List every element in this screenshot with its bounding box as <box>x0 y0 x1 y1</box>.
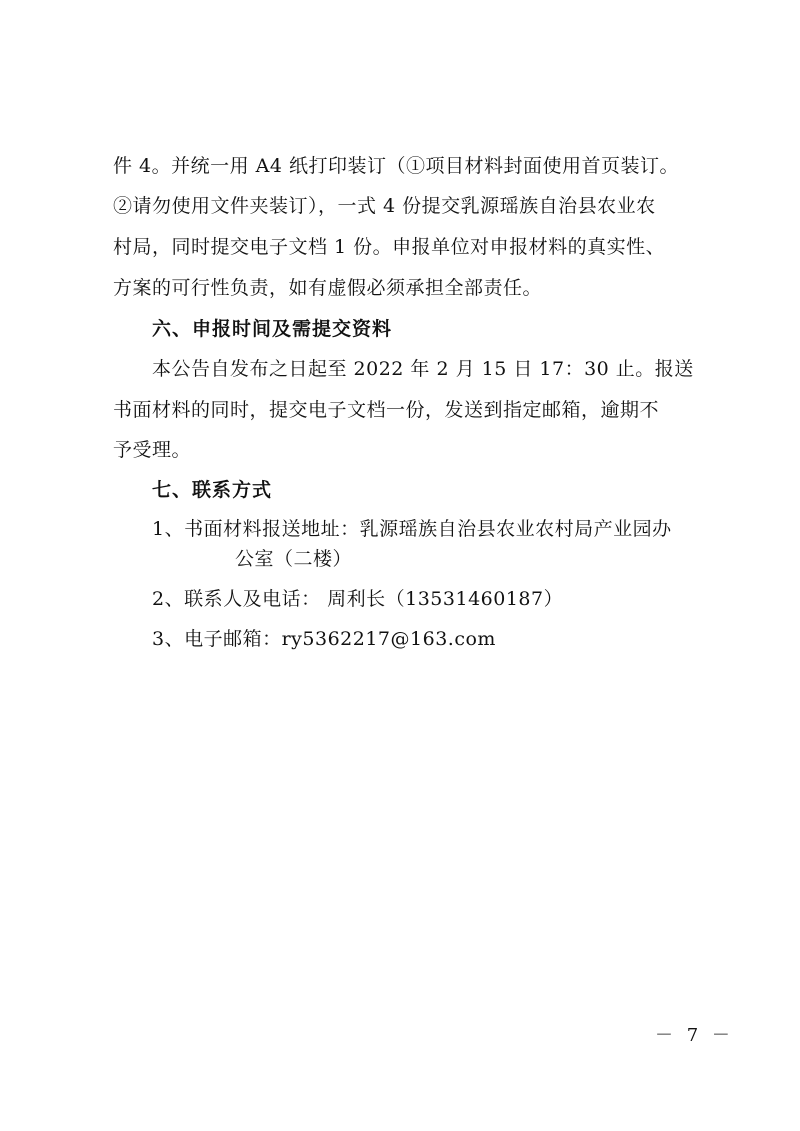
contact-person-phone: 2、联系人及电话： 周利长（13531460187） <box>152 588 564 610</box>
section-6-line-3: 予受理。 <box>113 439 192 461</box>
section-7-heading: 七、联系方式 <box>152 479 273 501</box>
contact-address-line-1: 1、书面材料报送地址：乳源瑶族自治县农业农村局产业园办 <box>152 518 672 540</box>
paragraph-materials-line-4: 方案的可行性负责，如有虚假必须承担全部责任。 <box>113 277 543 299</box>
paragraph-materials-line-3: 村局，同时提交电子文档 1 份。申报单位对申报材料的真实性、 <box>113 236 666 258</box>
section-6-line-2: 书面材料的同时，提交电子文档一份，发送到指定邮箱，逾期不 <box>113 399 660 421</box>
contact-email: 3、电子邮箱：ry5362217@163.com <box>152 628 496 650</box>
page-number: － 7 － <box>655 1025 734 1046</box>
contact-address-line-2: 公室（二楼） <box>235 548 353 570</box>
section-6-line-1: 本公告自发布之日起至 2022 年 2 月 15 日 17：30 止。报送 <box>152 358 694 380</box>
section-6-heading: 六、申报时间及需提交资料 <box>152 318 393 340</box>
paragraph-materials-line-2: ②请勿使用文件夹装订），一式 4 份提交乳源瑶族自治县农业农 <box>113 195 656 217</box>
paragraph-materials-line-1: 件 4。并统一用 A4 纸打印装订（①项目材料封面使用首页装订。 <box>113 155 680 177</box>
